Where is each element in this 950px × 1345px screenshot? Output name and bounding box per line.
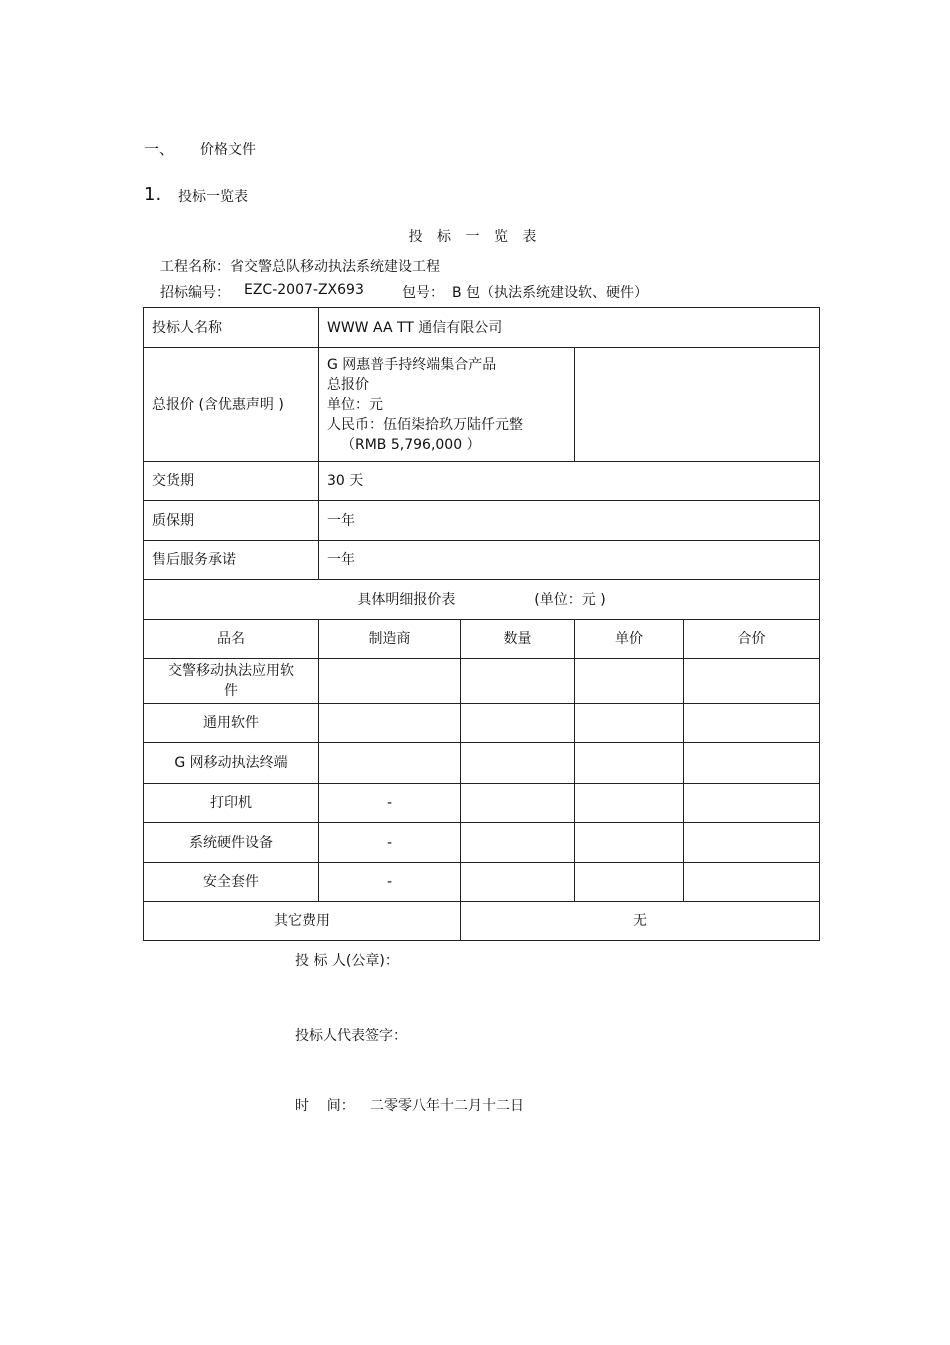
item-qty — [461, 863, 575, 902]
col-header-price: 单价 — [575, 620, 684, 659]
item-total — [684, 863, 820, 902]
item-name: 通用软件 — [144, 704, 319, 743]
quote-line: 总报价 — [327, 376, 369, 393]
item-name: 系统硬件设备 — [144, 823, 319, 863]
item-qty — [461, 704, 575, 743]
item-name: 安全套件 — [144, 863, 319, 902]
bidder-label: 投标人名称 — [144, 308, 319, 348]
table-row — [144, 743, 820, 784]
detail-header-row — [144, 620, 820, 659]
item-maker: - — [319, 823, 461, 863]
service-value: 一年 — [319, 541, 820, 580]
table-row — [144, 823, 820, 863]
service-label: 售后服务承诺 — [144, 541, 319, 580]
subsection-title: 投标一览表 — [178, 189, 248, 205]
delivery-value: 30 天 — [319, 462, 820, 501]
item-maker — [319, 743, 461, 784]
bidder-value: WWW AA TT 通信有限公司 — [319, 308, 820, 348]
item-maker: - — [319, 784, 461, 823]
date-value: 二零零八年十二月十二日 — [370, 1098, 524, 1114]
package-label: 包号： — [402, 285, 444, 301]
other-fees-value: 无 — [461, 902, 820, 941]
item-name: G 网移动执法终端 — [144, 743, 319, 784]
quote-line: G 网惠普手持终端集合产品 — [327, 356, 497, 373]
item-price — [575, 784, 684, 823]
table-row — [144, 704, 820, 743]
col-header-maker: 制造商 — [319, 620, 461, 659]
total-price-row — [144, 348, 820, 462]
subsection-number: 1. — [144, 184, 162, 205]
service-row — [144, 541, 820, 580]
quote-line: 人民币：伍佰柒拾玖万陆仟元整 — [327, 416, 523, 433]
delivery-label: 交货期 — [144, 462, 319, 501]
item-total — [684, 784, 820, 823]
quote-line: （RMB 5,796,000 ） — [341, 436, 481, 453]
item-maker — [319, 704, 461, 743]
total-price-blank — [575, 348, 820, 462]
item-price — [575, 823, 684, 863]
table-row — [144, 784, 820, 823]
total-price-detail — [319, 348, 575, 462]
col-header-qty: 数量 — [461, 620, 575, 659]
table-row — [144, 659, 820, 704]
section-number: 一、 — [144, 140, 175, 158]
quote-line: 单位：元 — [327, 396, 383, 413]
col-header-total: 合价 — [684, 620, 820, 659]
table-row — [144, 863, 820, 902]
warranty-row — [144, 501, 820, 541]
item-qty — [461, 784, 575, 823]
representative-signature-label: 投标人代表签字： — [295, 1028, 407, 1044]
other-fees-row — [144, 902, 820, 941]
item-name: 打印机 — [144, 784, 319, 823]
bidder-seal-label: 投 标 人(公章)： — [295, 953, 399, 969]
bid-number-label: 招标编号： — [160, 285, 230, 301]
item-price — [575, 659, 684, 704]
item-price — [575, 743, 684, 784]
bid-number-value: EZC-2007-ZX693 — [244, 282, 364, 298]
item-qty — [461, 743, 575, 784]
warranty-label: 质保期 — [144, 501, 319, 541]
item-total — [684, 823, 820, 863]
item-maker — [319, 659, 461, 704]
project-name: 工程名称：省交警总队移动执法系统建设工程 — [160, 259, 440, 275]
bid-summary-table — [143, 307, 820, 941]
detail-title: 具体明细报价表 — [357, 591, 456, 608]
item-maker: - — [319, 863, 461, 902]
bidder-row — [144, 308, 820, 348]
section-title: 价格文件 — [200, 142, 256, 158]
detail-unit: (单位：元 ) — [534, 591, 606, 608]
item-total — [684, 659, 820, 704]
item-total — [684, 743, 820, 784]
date-label: 时 间： — [295, 1098, 355, 1114]
item-total — [684, 704, 820, 743]
item-price — [575, 863, 684, 902]
total-price-label: 总报价 (含优惠声明 ) — [144, 348, 319, 462]
item-qty — [461, 823, 575, 863]
delivery-row — [144, 462, 820, 501]
warranty-value: 一年 — [319, 501, 820, 541]
item-name: 交警移动执法应用软件 — [144, 659, 319, 704]
package-value: B 包（执法系统建设软、硬件） — [452, 285, 649, 301]
table-title: 投 标 一 览 表 — [408, 229, 542, 245]
col-header-name: 品名 — [144, 620, 319, 659]
detail-title-row — [144, 580, 820, 620]
item-price — [575, 704, 684, 743]
detail-title-cell — [144, 580, 820, 620]
other-fees-label: 其它费用 — [144, 902, 461, 941]
item-qty — [461, 659, 575, 704]
